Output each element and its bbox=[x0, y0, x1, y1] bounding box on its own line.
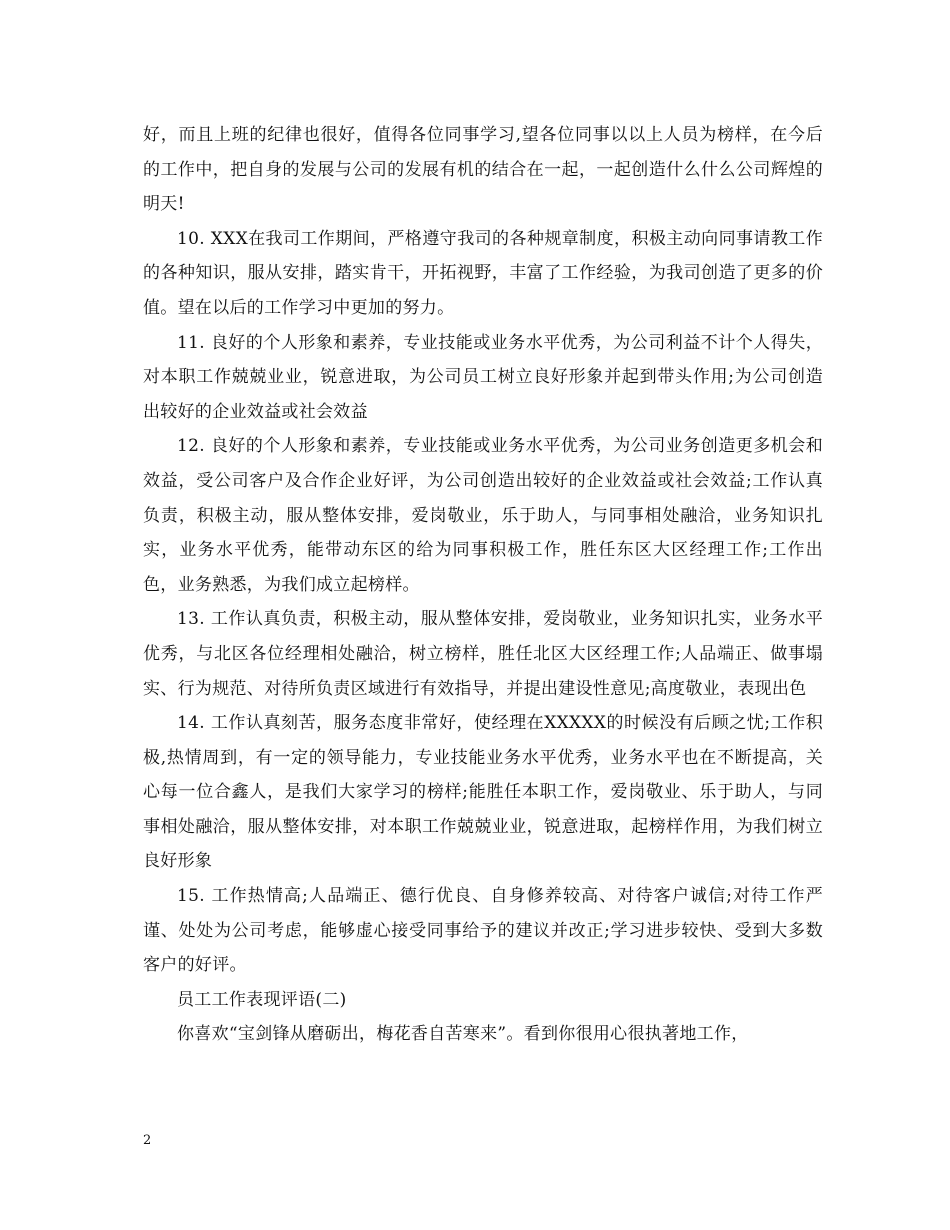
paragraph-item-10: 10. XXX在我司工作期间，严格遵守我司的各种规章制度，积极主动向同事请教工作的各种知识，服从安排，踏实肯干，开拓视野，丰富了工作经验，为我司创造了更多的价值。望在以后的工作学习中更加的努力。 bbox=[143, 228, 823, 318]
section-heading: 员工工作表现评语(二) bbox=[177, 989, 347, 1010]
paragraph-item-13: 13. 工作认真负责，积极主动，服从整体安排，爱岗敬业，业务知识扎实，业务水平优秀，与北区各位经理相处融洽，树立榜样，胜任北区大区经理工作;人品端正、做事塌实、行为规范、对待所负责区域进行有效指导，并提出建设性意见;高度敬业，表现出色 bbox=[143, 609, 823, 699]
paragraph-item-12: 12. 良好的个人形象和素养，专业技能或业务水平优秀，为公司业务创造更多机会和效益，受公司客户及合作企业好评，为公司创造出较好的企业效益或社会效益;工作认真负责，积极主动，服从整体安排，爱岗敬业，乐于助人，与同事相处融洽，业务知识扎实，业务水平优秀，能带动东区的给为同事积极工作，胜任东区大区经理工作;工作出色，业务熟悉，为我们成立起榜样。 bbox=[143, 436, 823, 595]
paragraph-item-14: 14. 工作认真刻苦，服务态度非常好，使经理在XXXXX的时候没有后顾之忧;工作积极,热情周到，有一定的领导能力，专业技能业务水平优秀，业务水平也在不断提高，关心每一位合鑫人，是我们大家学习的榜样;能胜任本职工作，爱岗敬业、乐于助人，与同事相处融洽，服从整体安排，对本职工作兢兢业业，锐意进取，起榜样作用，为我们树立良好形象 bbox=[143, 713, 823, 872]
paragraph-item-11: 11. 良好的个人形象和素养，专业技能或业务水平优秀，为公司利益不计个人得失，对本职工作兢兢业业，锐意进取，为公司员工树立良好形象并起到带头作用;为公司创造出较好的企业效益或社会效益 bbox=[143, 332, 823, 422]
body-text bbox=[143, 118, 823, 1052]
paragraph-continuation: 好，而且上班的纪律也很好，值得各位同事学习,望各位同事以以上人员为榜样，在今后的工作中，把自身的发展与公司的发展有机的结合在一起，一起创造什么什么公司辉煌的明天! bbox=[143, 125, 823, 215]
paragraph-intro: 你喜欢“宝剑锋从磨砺出，梅花香自苦寒来”。看到你很用心很执著地工作， bbox=[177, 1024, 749, 1045]
paragraph-item-15: 15. 工作热情高;人品端正、德行优良、自身修养较高、对待客户诚信;对待工作严谨、处处为公司考虑，能够虚心接受同事给予的建议并改正;学习进步较快、受到大多数客户的好评。 bbox=[143, 886, 823, 976]
page-number: 2 bbox=[143, 1133, 152, 1148]
